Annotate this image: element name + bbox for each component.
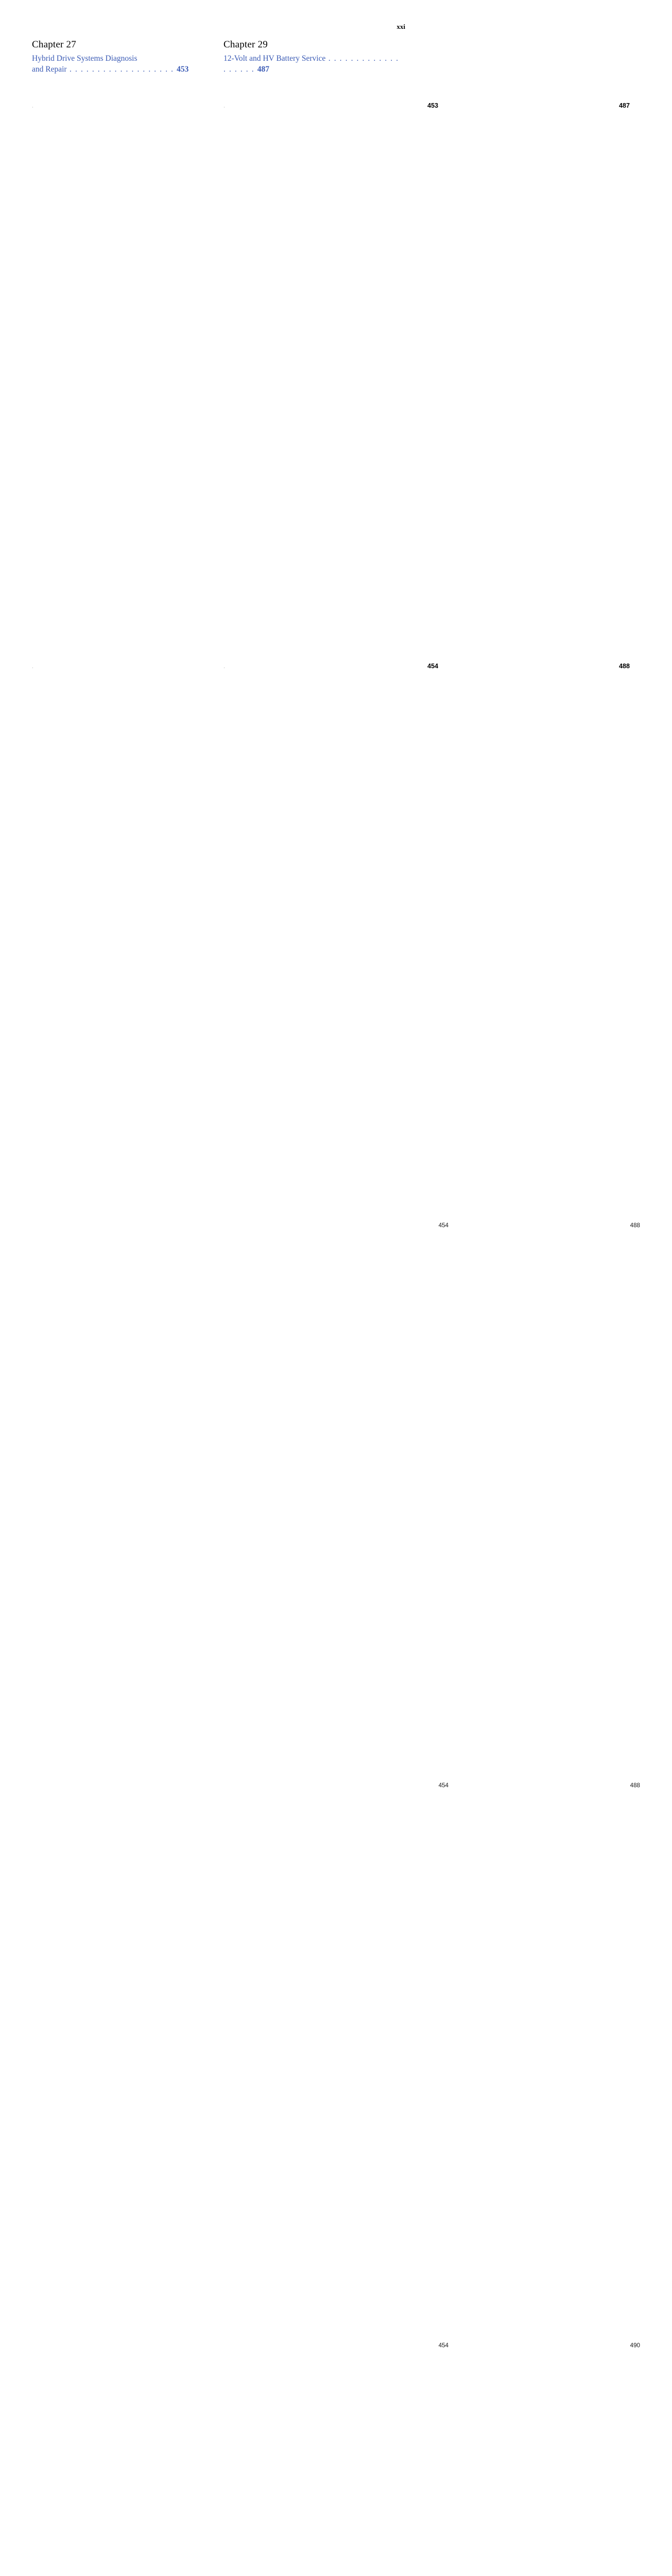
chapter-title-page: 487 [257,64,269,74]
chapter-number: Chapter 29 [223,39,268,50]
chapter-title[interactable] [223,54,403,75]
toc-entry-page: 488 [630,1222,640,1229]
toc-entry-page: 488 [618,662,630,670]
toc-entry-page: 490 [630,2342,640,2349]
chapter-title-line: and Repair [32,64,67,74]
toc-entry-page: 454 [438,2342,449,2349]
chapter-title-leader-dots: . . . . . . . . . . . . . . . . . . . [223,54,399,74]
toc-entry-level1[interactable] [32,640,438,1200]
toc-columns [32,39,640,2576]
toc-entry-page: 453 [427,101,438,109]
toc-entry-level1[interactable] [32,80,438,640]
chapter-title-leader-dots: . . . . . . . . . . . . . . . . . . . [66,64,177,74]
chapter-title-line: Hybrid Drive Systems Diagnosis [32,54,137,63]
chapter-number: Chapter 27 [32,39,76,50]
toc-entry-page: 454 [427,662,438,670]
toc-entry-page: 487 [618,101,630,109]
toc-entry-level2[interactable] [32,1760,449,2320]
chapter-title-page: 453 [177,64,189,74]
toc-entry-level2[interactable] [32,2320,449,2576]
page-number: xxi [397,23,405,30]
chapter-title-line: 12-Volt and HV Battery Service [223,54,326,63]
toc-entry-page: 454 [438,1222,449,1229]
toc-entry-page: 454 [438,1782,449,1789]
toc-entry-page: 488 [630,1782,640,1789]
chapter-title[interactable] [32,54,211,75]
toc-entry-level2[interactable] [32,1200,449,1760]
